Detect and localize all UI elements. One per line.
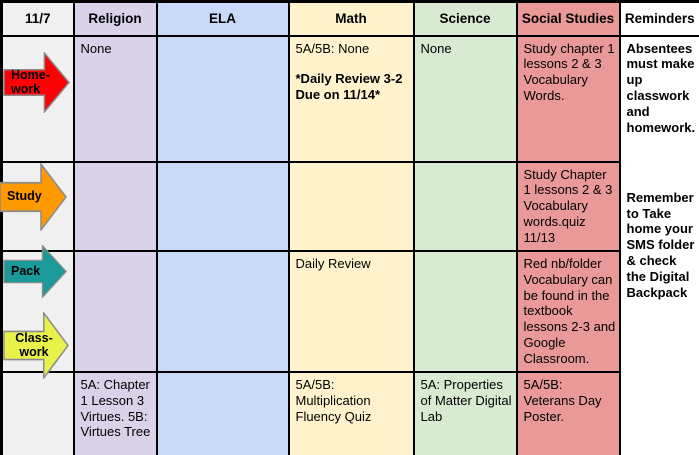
cell-study-religion bbox=[74, 162, 157, 251]
math-homework-none: 5A/5B: None bbox=[295, 40, 370, 56]
cell-study-math bbox=[289, 162, 414, 251]
reminder-absentees: Absentees must make up classwork and homework. bbox=[626, 40, 696, 135]
row-label-cell-classwork bbox=[2, 372, 74, 455]
column-header-reminders: Reminders bbox=[620, 2, 699, 36]
column-header-science: Science bbox=[414, 2, 517, 36]
classwork-arrow bbox=[3, 312, 69, 379]
date-header: 11/7 bbox=[2, 2, 74, 36]
cell-homework-science: None bbox=[414, 36, 517, 162]
homework-arrow-label: Home- work bbox=[11, 68, 50, 96]
column-header-math: Math bbox=[289, 2, 414, 36]
pack-arrow-label: Pack bbox=[11, 263, 41, 278]
column-header-ela: ELA bbox=[157, 2, 289, 36]
cell-classwork-math: 5A/5B: Multiplication Fluency Quiz bbox=[289, 372, 414, 455]
cell-pack-social: Red nb/folder Vocabulary can be found in the textbook lessons 2-3 and Google Classroom. bbox=[517, 251, 620, 372]
homework-arrow bbox=[3, 52, 70, 113]
cell-homework-math bbox=[289, 36, 414, 162]
cell-pack-math: Daily Review bbox=[289, 251, 414, 372]
cell-pack-science bbox=[414, 251, 517, 372]
column-header-religion: Religion bbox=[74, 2, 157, 36]
cell-reminders bbox=[620, 36, 699, 455]
column-header-social-studies: Social Studies bbox=[517, 2, 620, 36]
cell-homework-ela bbox=[157, 36, 289, 162]
classwork-arrow-label: Class- work bbox=[15, 331, 53, 359]
cell-classwork-ela bbox=[157, 372, 289, 455]
reminder-take-home: Remember to Take home your SMS folder & check the Digital Backpack bbox=[626, 189, 695, 300]
math-homework-daily-review: *Daily Review 3-2 Due on 11/14* bbox=[295, 71, 403, 103]
cell-study-science bbox=[414, 162, 517, 251]
cell-classwork-religion: 5A: Chapter 1 Lesson 3 Virtues. 5B: Virtues Tree bbox=[74, 372, 157, 455]
cell-homework-social: Study chapter 1 lessons 2 & 3 Vocabulary Words. bbox=[517, 36, 620, 162]
cell-pack-religion bbox=[74, 251, 157, 372]
cell-homework-religion: None bbox=[74, 36, 157, 162]
cell-pack-ela bbox=[157, 251, 289, 372]
study-arrow bbox=[0, 163, 67, 231]
study-arrow-label: Study bbox=[7, 189, 42, 204]
cell-study-ela bbox=[157, 162, 289, 251]
cell-classwork-social: 5A/5B: Veterans Day Poster. bbox=[517, 372, 620, 455]
cell-classwork-science: 5A: Properties of Matter Digital Lab bbox=[414, 372, 517, 455]
cell-study-social: Study Chapter 1 lessons 2 & 3 Vocabulary words.quiz 11/13 bbox=[517, 162, 620, 251]
pack-arrow bbox=[3, 245, 67, 298]
